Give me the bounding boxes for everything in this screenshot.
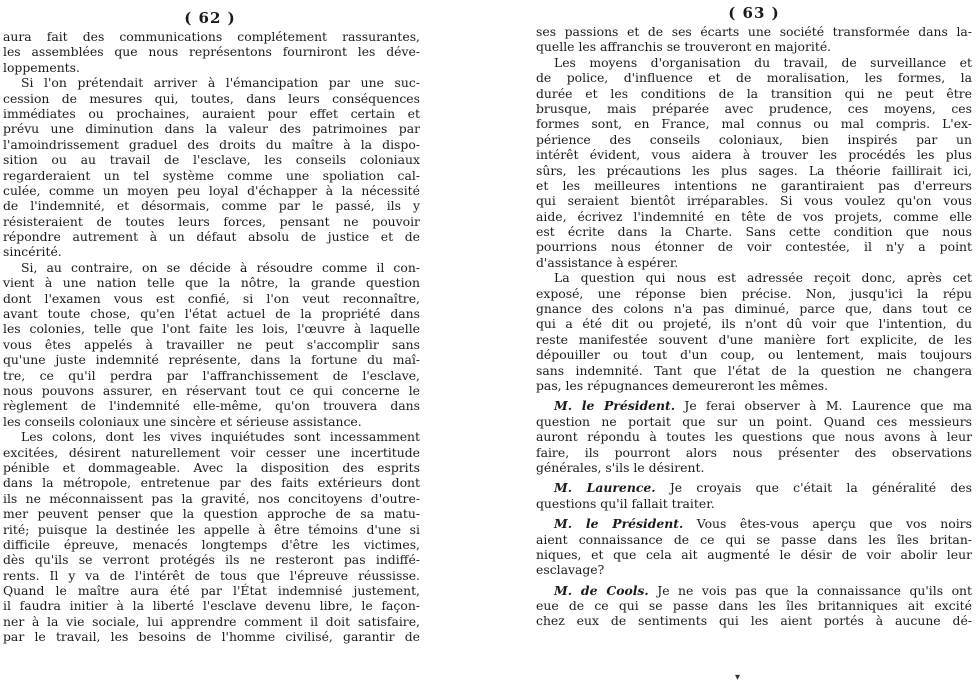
text-line xyxy=(536,583,972,598)
speaker-name: M. Laurence. xyxy=(554,480,656,496)
text-line: par le travail, les besoins de l'homme civilisé, garantir de xyxy=(3,629,420,645)
text-line: résisteraient de toutes leurs forces, pensant ne pouvoir xyxy=(3,213,420,229)
text-line: aient connaissance de ce qui se passe dans les îles britan- xyxy=(536,531,972,547)
text-line: Les colons, dont les vives inquiétudes sont incessamment xyxy=(21,429,420,445)
text-line: prévu une diminution dans la valeur des patrimoines par xyxy=(3,121,420,137)
text-line: question ne portait que sur un point. Quand ces messieurs xyxy=(536,413,972,429)
text-line: les assemblées que nous représentons fourniront les déve- xyxy=(3,44,420,60)
text-line: les colonies, telle que l'ont faite les lois, l'œuvre à laquelle xyxy=(3,321,420,337)
text-line xyxy=(536,398,972,413)
text-line: qui seraient bientôt irréparables. Si vous voulez qu'on vous xyxy=(536,193,972,209)
page-number: ( 63 ) xyxy=(728,4,780,22)
text-line: d'assistance à espérer. xyxy=(536,254,679,270)
text-line: nous pouvons assurer, en réservant tout ce qui concerne le xyxy=(3,382,420,398)
text-line: qu'une juste indemnité représente, dans la fortune du maî- xyxy=(3,352,420,368)
dialogue-entry xyxy=(536,398,972,475)
text-line: et les meilleures intentions ne garantiraient pas d'erreurs xyxy=(536,177,972,193)
speech-text: Je croyais que c'était la généralité des xyxy=(669,480,972,496)
text-line: durée et les conditions de la transition qui ne peut être xyxy=(536,85,972,101)
text-line: ner à la vie sociale, lui apprendre comment il doit satisfaire, xyxy=(3,613,420,629)
text-line: Si l'on prétendait arriver à l'émancipation par une suc- xyxy=(21,75,420,91)
text-line: dans la métropole, entretenue par des faits extérieurs dont xyxy=(3,475,420,491)
text-line: faire, ils pourront alors nous présenter des observations xyxy=(536,444,972,460)
page-body xyxy=(0,29,420,645)
text-line: quelle les affranchis se trouveront en majorité. xyxy=(536,39,832,55)
text-line: vient à une nation telle que la nôtre, la grande question xyxy=(3,275,420,291)
text-line: Si, au contraire, on se décide à résoudre comme il con- xyxy=(21,259,420,275)
text-line: de police, d'influence et de moralisation, les formes, la xyxy=(536,70,972,86)
text-line: dont l'examen vous est confié, si l'on veut reconnaître, xyxy=(3,290,420,306)
text-line: rents. Il y va de l'intérêt de tous que l'épreuve réussisse. xyxy=(3,567,420,583)
text-line: chez eux de sentiments qui les aient portés à aucune dé- xyxy=(536,613,972,629)
text-line: dès qu'ils se verront protégés ils ne resteront pas indiffé- xyxy=(3,552,420,568)
speaker-name: M. de Cools. xyxy=(554,582,649,598)
left-page xyxy=(0,0,420,645)
text-line: sans indemnité. Tant que l'état de la question ne changera xyxy=(536,362,972,378)
page-body xyxy=(536,24,972,629)
text-line: ils ne méconnaissent pas la gravité, nos concitoyens d'outre- xyxy=(3,490,420,506)
text-line xyxy=(536,480,972,495)
text-line: immédiates ou prochaines, auraient pour effet certain et xyxy=(3,105,420,121)
text-line: l'amoindrissement graduel des droits du maître à la dispo- xyxy=(3,136,420,152)
text-line: excitées, désirent naturellement voir cesser une incertitude xyxy=(3,444,420,460)
text-line xyxy=(536,516,972,531)
text-line: périence des conseils coloniaux, bien inspirés par un xyxy=(536,131,972,147)
text-line: eue de ce qui se passe dans les îles britanniques ait excité xyxy=(536,598,972,614)
text-line: générales, s'ils le désirent. xyxy=(536,459,705,475)
text-line: pénible et dommageable. Avec la disposition des esprits xyxy=(3,459,420,475)
dialogue-entry xyxy=(536,516,972,578)
text-line: ses passions et de ses écarts une société transformée dans la- xyxy=(536,24,972,39)
text-line: gnance des colons n'a pas diminué, parce que, dans tout ce xyxy=(536,301,972,317)
text-line: pas, les répugnances demeureront les mêmes. xyxy=(536,377,829,393)
text-line: regarderaient un tel système comme une spoliation cal- xyxy=(3,167,420,183)
text-line: tre, ce qu'il perdra par l'affranchissement de l'esclave, xyxy=(3,367,420,383)
speech-text: Je ne vois pas que la connaissance qu'ils ont xyxy=(657,582,972,598)
right-page xyxy=(536,0,972,629)
text-line: vous êtes appelés à travailler ne peut s'accomplir sans xyxy=(3,336,420,352)
text-line: Les moyens d'organisation du travail, de surveillance et xyxy=(554,54,972,70)
text-line: sition ou au travail de l'esclave, les conseils coloniaux xyxy=(3,152,420,168)
text-line: intérêt évident, vous aidera à trouver les procédés les plus xyxy=(536,147,972,163)
text-line: niques, et que cela ait augmenté le désir de voir abolir leur xyxy=(536,546,972,562)
text-line: sincérité. xyxy=(3,244,62,260)
text-line: questions qu'il fallait traiter. xyxy=(536,495,715,511)
text-line: il faudra initier à la liberté l'esclave devenu libre, le façon- xyxy=(3,598,420,614)
text-line: les conseils coloniaux une sincère et sérieuse assistance. xyxy=(3,413,362,429)
text-line: rité; puisque la destinée les appelle à être témoins d'une si xyxy=(3,521,420,537)
text-line: règlement de l'indemnité elle-même, qu'on trouvera dans xyxy=(3,398,420,414)
text-line: mer peuvent penser que la question approche de sa matu- xyxy=(3,506,420,522)
speech-text: Vous êtes-vous aperçu que vos noirs xyxy=(696,516,972,532)
text-line: pourrions nous étonner de voir contestée, il n'y a point xyxy=(536,239,972,255)
speech-text: Je ferai observer à M. Laurence que ma xyxy=(684,398,972,414)
text-line: répondre autrement à un défaut absolu de justice et de xyxy=(3,229,420,245)
text-line: esclavage? xyxy=(536,562,605,578)
text-line: qui a été dit ou projeté, ils n'ont dû voir que l'intention, du xyxy=(536,316,972,332)
page-number: ( 62 ) xyxy=(184,9,236,27)
text-line: Quand le maître aura été par l'État indemnisé justement, xyxy=(3,583,420,599)
text-line: auront répondu à toutes les questions que nous avons à leur xyxy=(536,429,972,445)
dialogue-entry xyxy=(536,480,972,511)
text-line: aide, écrivez l'indemnité en tête de vos projets, comme elle xyxy=(536,208,972,224)
text-line: difficile épreuve, menacés longtemps d'être les victimes, xyxy=(3,536,420,552)
text-line: loppements. xyxy=(3,59,80,75)
text-line: formes sont, en France, mal connus ou mal compris. L'ex- xyxy=(536,116,972,132)
speaker-name: M. le Président. xyxy=(554,398,676,414)
text-line: aura fait des communications complétement rassurantes, xyxy=(3,29,420,44)
speaker-name: M. le Président. xyxy=(554,516,684,532)
text-line: brusque, mais préparée avec prudence, ces moyens, ces xyxy=(536,100,972,116)
text-line: avant toute chose, qu'en l'état actuel de la propriété dans xyxy=(3,306,420,322)
text-line: cession de mesures qui, toutes, dans leurs conséquences xyxy=(3,90,420,106)
text-line: sûrs, les précautions les plus sages. La théorie faillirait ici, xyxy=(536,162,972,178)
text-line: La question qui nous est adressée reçoit donc, après cet xyxy=(554,270,972,286)
ink-speck: ▾ xyxy=(735,672,741,683)
dialogue-entry xyxy=(536,583,972,629)
text-line: culée, comme un moyen peu loyal d'échapper à la nécessité xyxy=(3,182,420,198)
text-line: de l'indemnité, et désormais, comme par le passé, ils y xyxy=(3,198,420,214)
text-line: est écrite dans la Charte. Sans cette condition que nous xyxy=(536,224,972,240)
text-line: reste manifestée souvent d'une manière fort explicite, de les xyxy=(536,331,972,347)
text-line: exposé, une réponse bien précise. Non, jusqu'ici la répu xyxy=(536,285,972,301)
text-line: dépouiller ou tout d'un coup, ou lentement, mais toujours xyxy=(536,347,972,363)
